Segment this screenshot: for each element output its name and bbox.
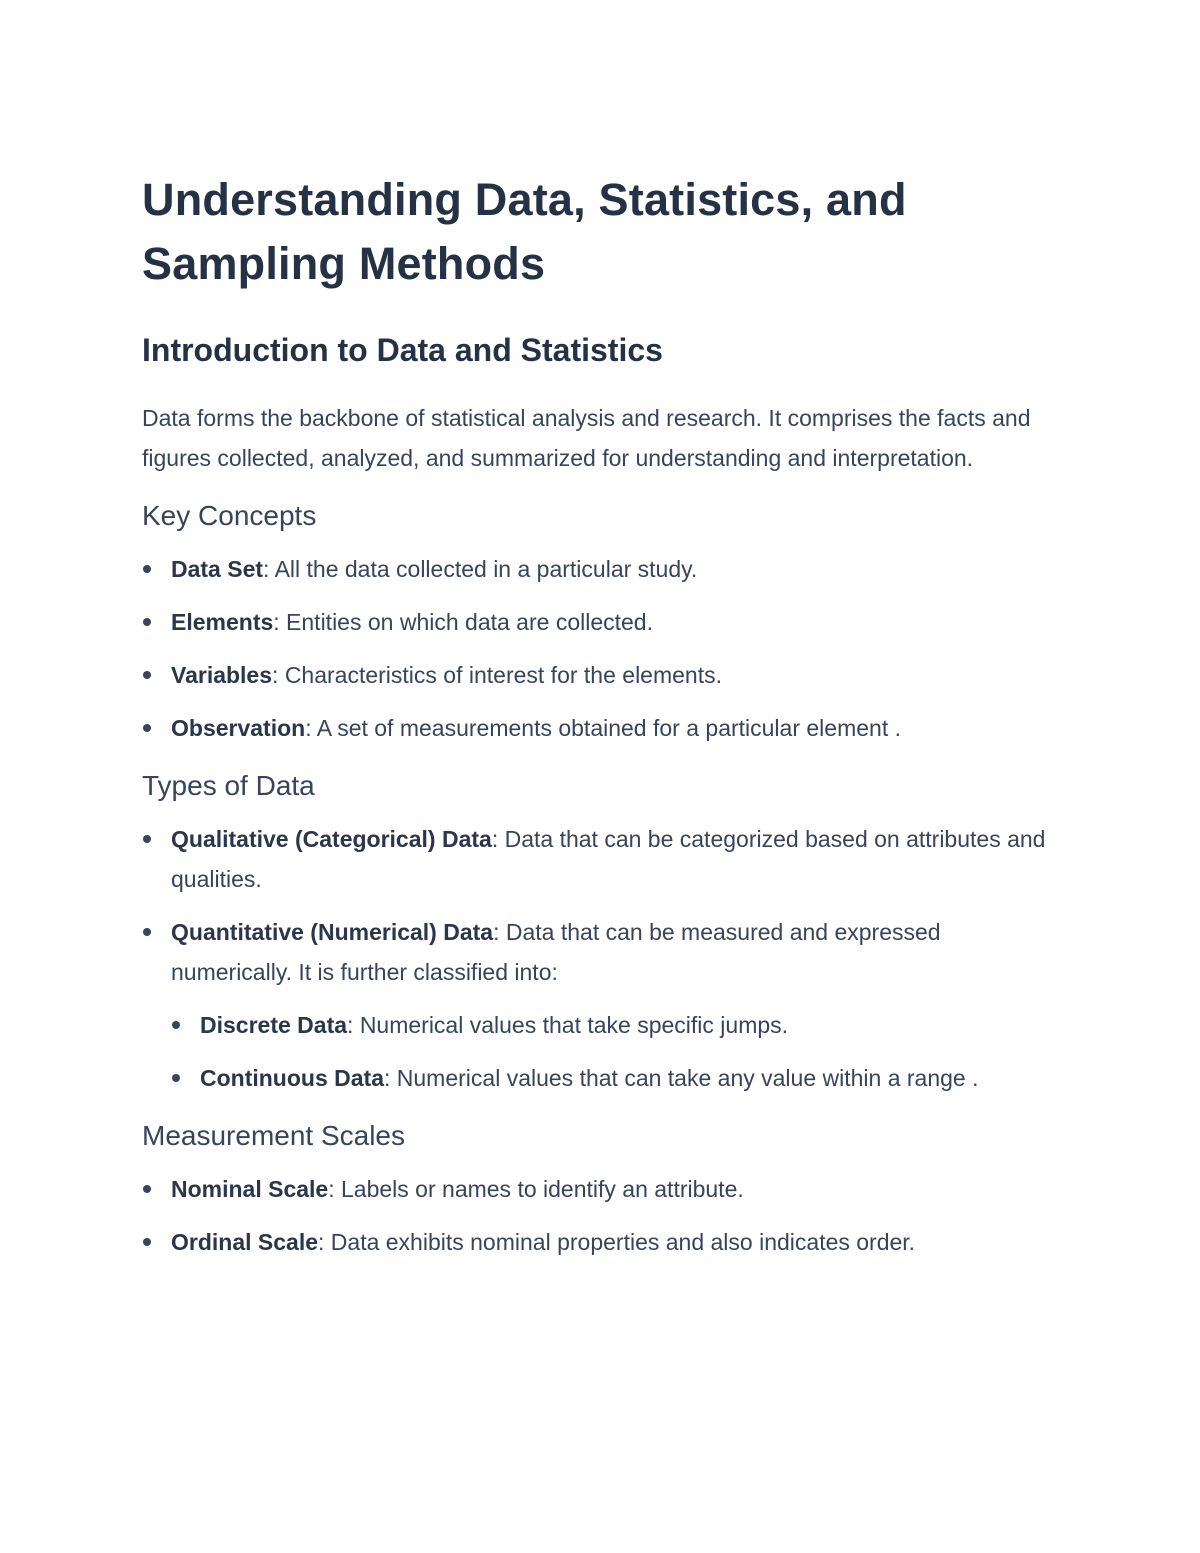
bullet-icon [172,1021,180,1029]
term-separator: : [305,715,317,741]
term-definition: Data that can be categorized based on attributes and qualities. [171,826,1046,892]
term-label: Ordinal Scale [171,1229,319,1255]
term-separator: : [491,826,505,852]
term-separator: : [384,1065,397,1091]
term-definition: Entities on which data are collected. [286,609,653,635]
section-heading: Introduction to Data and Statistics [142,332,663,368]
bullet-icon [143,1185,151,1193]
term-label: Discrete Data [200,1012,348,1038]
bullet-icon [143,724,151,732]
term-definition: All the data collected in a particular study. [274,556,698,582]
types-of-data-list [142,819,1062,1098]
term-definition: Data that can be measured and expressed numerically. It is further classified into: [171,919,941,985]
term-separator: : [272,662,285,688]
list-item [142,912,1062,1098]
term-definition: Labels or names to identify an attribute. [341,1176,744,1202]
bullet-icon [143,671,151,679]
document-page [142,168,1062,1262]
term-separator: : [493,919,506,945]
intro-paragraph: Data forms the backbone of statistical analysis and research. It comprises the facts and figures collected, analyzed, and summarized for understanding and interpretation. [142,405,1031,471]
numerical-data-sublist [171,1005,1062,1098]
term-definition: Characteristics of interest for the elements. [284,662,722,688]
term-separator: : [318,1229,331,1255]
bullet-icon [172,1074,180,1082]
bullet-icon [143,835,151,843]
term-label: Quantitative (Numerical) Data [171,919,494,945]
term-definition: Numerical values that take specific jumps. [359,1012,789,1038]
term-definition: Numerical values that can take any value within a range . [396,1065,979,1091]
bullet-icon [143,618,151,626]
measurement-scales-heading: Measurement Scales [142,1120,406,1151]
term-label: Data Set [171,556,264,582]
bullet-icon [143,928,151,936]
measurement-scales-list [142,1169,1062,1262]
term-label: Qualitative (Categorical) Data [171,826,492,852]
document-title: Understanding Data, Statistics, and Sampling Methods [142,174,907,289]
key-concepts-heading: Key Concepts [142,500,317,531]
key-concepts-list [142,549,1062,748]
list-item [142,602,1062,642]
list-item [142,655,1062,695]
term-definition: A set of measurements obtained for a particular element . [316,715,901,741]
list-item [142,708,1062,748]
list-item [142,1222,1062,1262]
term-label: Observation [171,715,306,741]
term-label: Variables [171,662,273,688]
types-of-data-heading: Types of Data [142,770,315,801]
term-separator: : [263,556,275,582]
term-label: Elements [171,609,274,635]
term-definition: Data exhibits nominal properties and also indicates order. [330,1229,916,1255]
sublist-item [171,1058,1062,1098]
list-item [142,549,1062,589]
list-item [142,1169,1062,1209]
term-label: Continuous Data [200,1065,384,1091]
sublist-item [171,1005,1062,1045]
list-item [142,819,1062,899]
bullet-icon [143,565,151,573]
term-label: Nominal Scale [171,1176,329,1202]
term-separator: : [347,1012,360,1038]
term-separator: : [273,609,287,635]
term-separator: : [328,1176,342,1202]
bullet-icon [143,1238,151,1246]
